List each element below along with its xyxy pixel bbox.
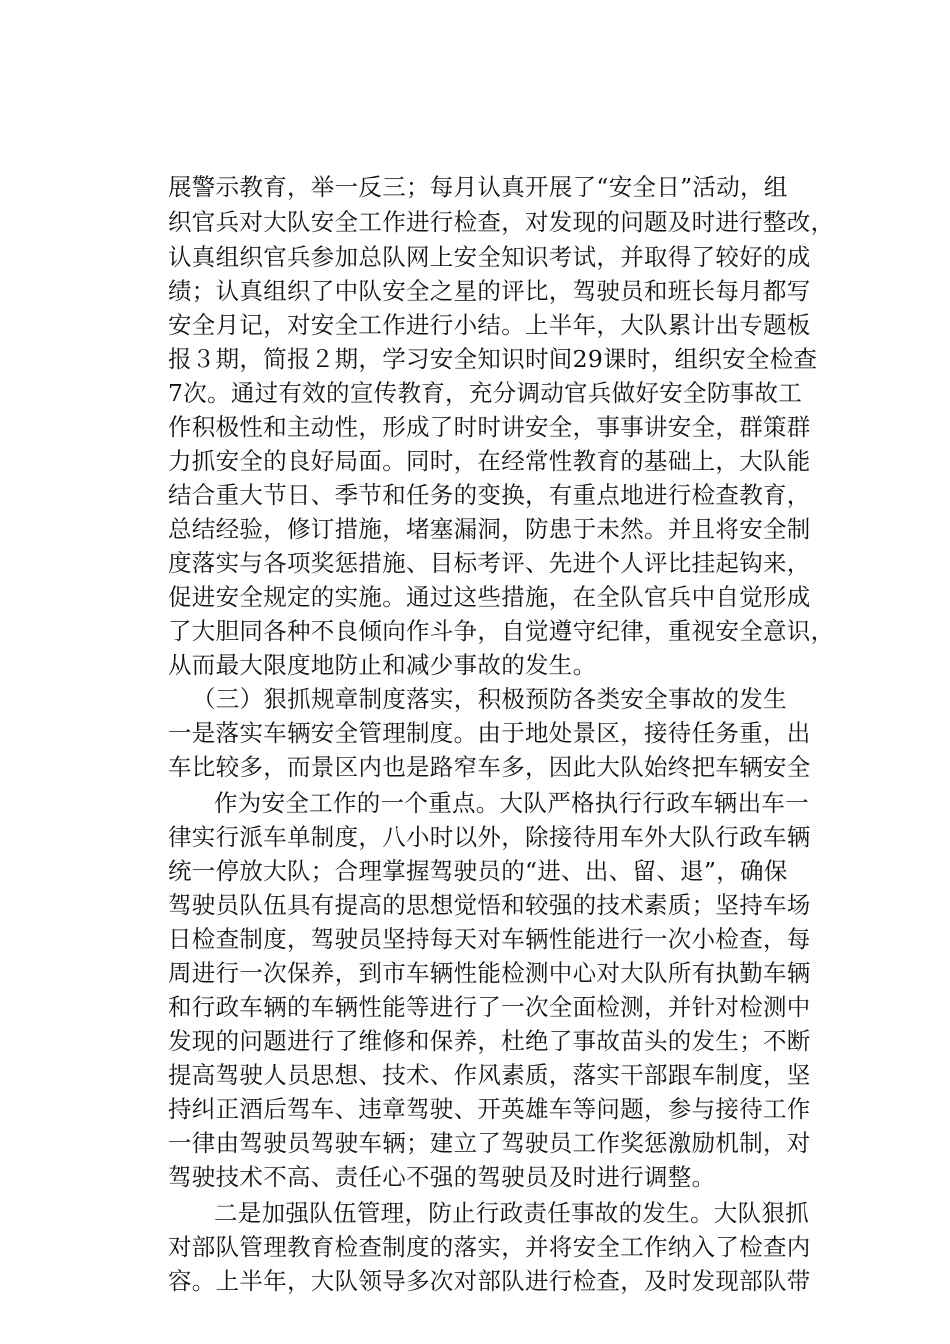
text-line: 绩；认真组织了中队安全之星的评比，驾驶员和班长每月都写 [168, 277, 811, 305]
text-line: 对部队管理教育检查制度的落实，并将安全工作纳入了检查内 [168, 1233, 811, 1261]
text-line: 7次。通过有效的宣传教育，充分调动官兵做好安全防事故工 [168, 379, 803, 407]
paragraph-start: 作为安全工作的一个重点。大队严格执行行政车辆出车一 [214, 789, 809, 817]
text-line: 驾驶技术不高、责任心不强的驾驶员及时进行调整。 [168, 1163, 716, 1191]
text-line: 认真组织官兵参加总队网上安全知识考试，并取得了较好的成 [168, 243, 811, 271]
text-line: 和行政车辆的车辆性能等进行了一次全面检测，并针对检测中 [168, 993, 811, 1021]
text-line: 统一停放大队；合理掌握驾驶员的“进、出、留、退”，确保 [168, 857, 788, 885]
text-line: 了大胆同各种不良倾向作斗争，自觉遵守纪律，重视安全意识， [168, 617, 835, 645]
text-line: 驾驶员队伍具有提高的思想觉悟和较强的技术素质；坚持车场 [168, 891, 811, 919]
text-line: 织官兵对大队安全工作进行检查，对发现的问题及时进行整改， [168, 208, 835, 236]
text-line: 容。上半年，大队领导多次对部队进行检查，及时发现部队带 [168, 1267, 811, 1295]
text-line: 结合重大节日、季节和任务的变换，有重点地进行检查教育， [168, 481, 811, 509]
paragraph-start: 二是加强队伍管理，防止行政责任事故的发生。大队狠抓 [214, 1199, 809, 1227]
text-line: 促进安全规定的实施。通过这些措施，在全队官兵中自觉形成 [168, 583, 811, 611]
text-line: 总结经验，修订措施，堵塞漏洞，防患于未然。并且将安全制 [168, 515, 811, 543]
text-line: 车比较多，而景区内也是路窄车多，因此大队始终把车辆安全 [168, 753, 811, 781]
section-heading: （三）狠抓规章制度落实，积极预防各类安全事故的发生 [192, 685, 787, 713]
text-line: 发现的问题进行了维修和保养，杜绝了事故苗头的发生；不断 [168, 1027, 811, 1055]
text-line: 安全月记，对安全工作进行小结。上半年，大队累计出专题板 [168, 311, 811, 339]
text-line: 作积极性和主动性，形成了时时讲安全，事事讲安全，群策群 [168, 413, 811, 441]
text-line: 展警示教育，举一反三；每月认真开展了“安全日”活动，组 [168, 173, 788, 201]
text-line: 持纠正酒后驾车、违章驾驶、开英雄车等问题，参与接待工作 [168, 1095, 811, 1123]
text-line: 从而最大限度地防止和减少事故的发生。 [168, 651, 597, 679]
text-line: 周进行一次保养，到市车辆性能检测中心对大队所有执勤车辆 [168, 959, 811, 987]
text-line: 律实行派车单制度，八小时以外，除接待用车外大队行政车辆 [168, 823, 811, 851]
text-line: 日检查制度，驾驶员坚持每天对车辆性能进行一次小检查，每 [168, 925, 811, 953]
text-line: 提高驾驶人员思想、技术、作风素质，落实干部跟车制度，坚 [168, 1061, 811, 1089]
text-line: 报３期，简报２期，学习安全知识时间29课时，组织安全检查 [168, 345, 818, 373]
text-line: 力抓安全的良好局面。同时，在经常性教育的基础上，大队能 [168, 447, 811, 475]
text-line: 一律由驾驶员驾驶车辆；建立了驾驶员工作奖惩激励机制，对 [168, 1129, 811, 1157]
text-line: 度落实与各项奖惩措施、目标考评、先进个人评比挂起钩来， [168, 549, 811, 577]
text-line: 一是落实车辆安全管理制度。由于地处景区，接待任务重，出 [168, 719, 811, 747]
